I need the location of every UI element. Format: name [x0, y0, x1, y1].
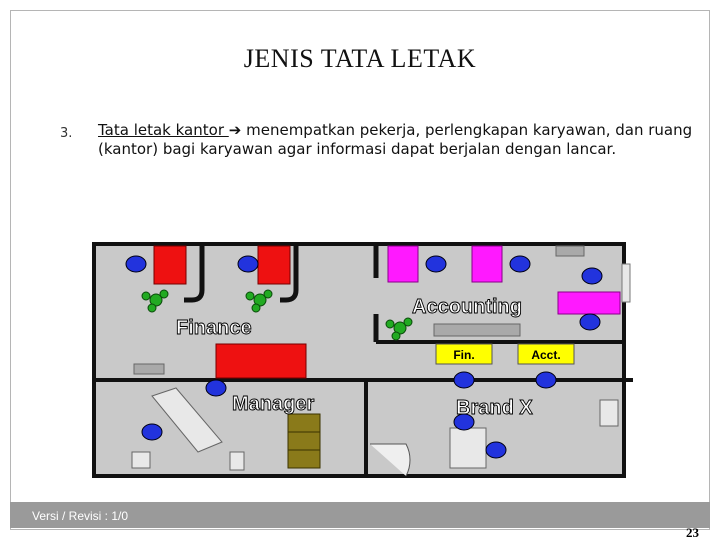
accounting-room-label: Accounting [412, 296, 522, 318]
chair [580, 314, 600, 330]
chair [142, 424, 162, 440]
chair [126, 256, 146, 272]
finance-desk [216, 344, 306, 378]
slide-title: JENIS TATA LETAK [243, 44, 477, 73]
finance-room-label: Finance [176, 317, 252, 339]
sofa [288, 414, 320, 468]
body-paragraph [98, 121, 698, 159]
finance-desk [258, 246, 290, 284]
version-label: Versi / Revisi : 1/0 [32, 509, 129, 523]
chair [486, 442, 506, 458]
cabinet [134, 364, 164, 374]
cabinet [132, 452, 150, 468]
cabinet [600, 400, 618, 426]
chair [536, 372, 556, 388]
acct-desk-label: Acct. [531, 348, 561, 362]
chair [510, 256, 530, 272]
page-number: 23 [686, 525, 699, 540]
cabinet [230, 452, 244, 470]
chair [238, 256, 258, 272]
chair [426, 256, 446, 272]
table [450, 428, 486, 468]
chair [206, 380, 226, 396]
cabinet [556, 246, 584, 256]
office-floor-plan [90, 238, 634, 482]
chair [454, 372, 474, 388]
fin-desk-label: Fin. [453, 348, 475, 362]
accounting-desk [558, 292, 620, 314]
finance-desk [154, 246, 186, 284]
accounting-desk [472, 246, 502, 282]
window [622, 264, 630, 302]
office-layout-definition: menempatkan pekerja, perlengkapan karyawan, dan ruang (kantor) bagi karyawan agar informasi dapat berjalan dengan lancar. [98, 121, 693, 158]
cabinet [434, 324, 520, 336]
accounting-desk [388, 246, 418, 282]
office-layout-term: Tata letak kantor [98, 121, 229, 139]
brand-room-label: Brand X [456, 397, 533, 419]
list-number: 3. [60, 126, 73, 141]
chair [582, 268, 602, 284]
manager-room-label: Manager [232, 393, 315, 415]
arrow-icon: ➔ [228, 121, 242, 139]
